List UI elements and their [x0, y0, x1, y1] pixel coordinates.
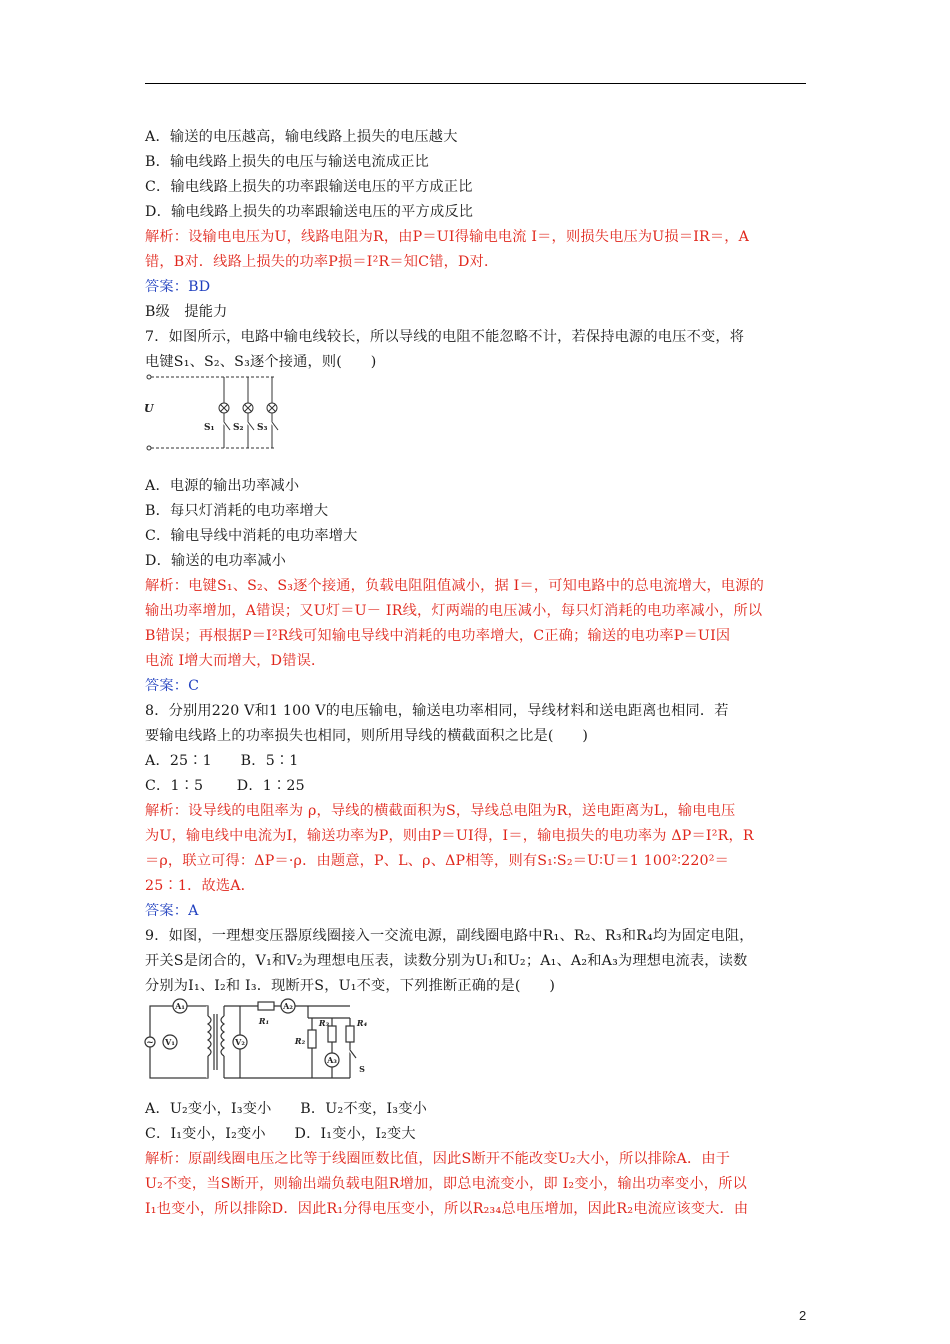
switch-label-s3: S₃	[257, 423, 268, 433]
question-line: 分别为I₁、I₂和 I₃．现断开S，U₁不变，下列推断正确的是( )	[145, 978, 556, 994]
ammeter-a3-label: A₃	[327, 1055, 337, 1065]
ammeter-a1-label: A₁	[175, 1001, 185, 1011]
option-line: A．25∶1 B．5∶1	[145, 753, 299, 769]
switch-label-s1: S₁	[204, 423, 215, 433]
analysis-line: I₁也变小，所以排除D．因此R₁分得电压变小，所以R₂₃₄总电压增加，因此R₂电流应该变大．由	[145, 1201, 749, 1217]
analysis-line: B错误；再根据P＝I²R线可知输电导线中消耗的电功率增大，C正确；输送的电功率P＝UI因	[145, 628, 731, 644]
option-line: C．I₁变小，I₂变小 D．I₁变小，I₂变大	[145, 1126, 416, 1142]
analysis-line: 解析：设输电电压为U，线路电阻为R，由P＝UI得输电电流 I＝，则损失电压为U损＝IR＝，A	[145, 229, 750, 245]
text-line: D．输电线路上损失的功率跟输送电压的平方成反比	[145, 204, 474, 220]
question-line: 7．如图所示，电路中输电线较长，所以导线的电阻不能忽略不计，若保持电源的电压不变，将	[145, 329, 745, 345]
answer-line: 答案：C	[145, 678, 200, 694]
option-line: A．U₂变小，I₃变小 B．U₂不变，I₃变小	[145, 1101, 427, 1117]
option-line: D．输送的电功率减小	[145, 553, 287, 569]
resistor-r3-label: R₃	[318, 1018, 330, 1028]
answer-line: 答案：A	[145, 903, 199, 919]
analysis-line: 电流 I增大而增大，D错误．	[145, 653, 326, 669]
analysis-line: ＝ρ，联立可得：ΔP＝·ρ．由题意，P、L、ρ、ΔP相等，则有S₁∶S₂＝U∶U＝1 100²∶220²＝	[145, 853, 730, 869]
question-line: 开关S是闭合的，V₁和V₂为理想电压表，读数分别为U₁和U₂；A₁、A₂和A₃为理想电流表，读数	[145, 953, 748, 969]
switch-s-label: S	[359, 1064, 365, 1074]
resistor-r4-label: R₄	[356, 1018, 368, 1028]
question-line: 8．分别用220 V和1 100 V的电压输电，输送电功率相同，导线材料和送电距离也相同．若	[145, 703, 729, 719]
ac-source-icon: ~	[146, 1038, 154, 1048]
voltage-label: U	[144, 402, 154, 415]
analysis-line: 为U，输电线中电流为I，输送功率为P，则由P＝UI得，I＝，输电损失的电功率为 ΔP＝I²R，R	[145, 828, 754, 844]
question-line: 9．如图，一理想变压器原线圈接入一交流电源，副线圈电路中R₁、R₂、R₃和R₄均为固定电阻，	[145, 928, 754, 944]
analysis-line: 输出功率增加，A错误；又U灯＝U－ IR线，灯两端的电压减小，每只灯消耗的电功率减小，所以	[145, 603, 763, 619]
option-line: A．电源的输出功率减小	[145, 478, 300, 494]
voltmeter-v1-label: V₁	[165, 1037, 175, 1047]
analysis-line: 解析：原副线圈电压之比等于线圈匝数比值，因此S断开不能改变U₂大小，所以排除A．由于	[145, 1151, 731, 1167]
header-rule	[145, 83, 806, 84]
option-line: C．输电导线中消耗的电功率增大	[145, 528, 358, 544]
question-line: 电键S₁、S₂、S₃逐个接通，则( )	[145, 354, 377, 370]
text-line: A．输送的电压越高，输电线路上损失的电压越大	[145, 129, 458, 145]
analysis-line: 解析：电键S₁、S₂、S₃逐个接通，负载电阻阻值减小，据 I＝，可知电路中的总电流增大，电源的	[145, 578, 765, 594]
text-line: C．输电线路上损失的功率跟输送电压的平方成正比	[145, 179, 473, 195]
analysis-line: 25∶1．故选A．	[145, 878, 256, 894]
option-line: B．每只灯消耗的电功率增大	[145, 503, 329, 519]
analysis-line: 错，B对．线路上损失的功率P损＝I²R＝知C错，D对．	[145, 254, 499, 270]
resistor-r2-label: R₂	[294, 1036, 306, 1046]
voltmeter-v2-label: V₂	[235, 1037, 245, 1047]
ammeter-a2-label: A₂	[283, 1001, 293, 1011]
answer-line: 答案：BD	[145, 279, 211, 295]
lamp-circuit-figure	[140, 370, 300, 455]
analysis-line: U₂不变，当S断开，则输出端负载电阻R增加，即总电流变小，即 I₂变小，输出功率变小，所以	[145, 1176, 747, 1192]
transformer-circuit-figure	[140, 994, 370, 1089]
page-number: 2	[799, 1308, 807, 1323]
switch-label-s2: S₂	[233, 423, 244, 433]
text-line: B．输电线路上损失的电压与输送电流成正比	[145, 154, 429, 170]
section-heading: B级 提能力	[145, 304, 228, 320]
option-line: C．1∶5 D．1∶25	[145, 778, 305, 794]
resistor-r1-label: R₁	[258, 1016, 270, 1026]
question-line: 要输电线路上的功率损失也相同，则所用导线的横截面积之比是( )	[145, 728, 589, 744]
analysis-line: 解析：设导线的电阻率为 ρ，导线的横截面积为S，导线总电阻为R，送电距离为L，输电电压	[145, 803, 736, 819]
